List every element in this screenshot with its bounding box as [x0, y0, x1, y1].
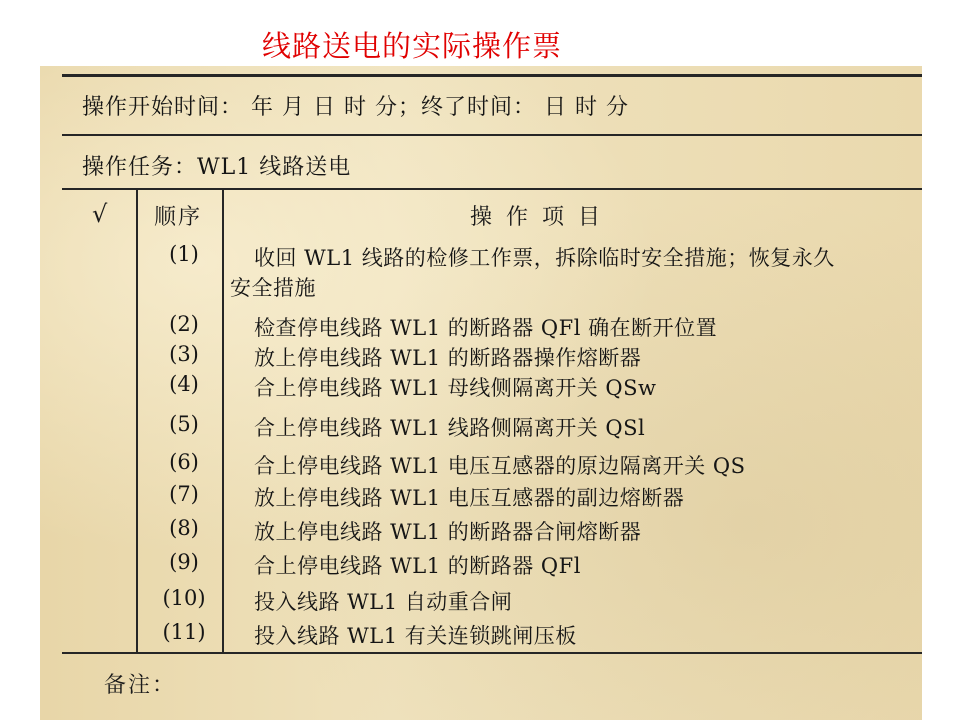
order-column-header: 顺序 — [154, 205, 203, 230]
start-end-time-line: 操作开始时间： 年 月 日 时 分；终了时间： 日 时 分 — [82, 95, 629, 120]
step-text-continuation: 安全措施 — [230, 276, 316, 300]
header-rule — [62, 134, 922, 136]
step-text: 检查停电线路 WL1 的断路器 QFl 确在断开位置 — [254, 316, 718, 340]
step-text: 放上停电线路 WL1 的断路器操作熔断器 — [254, 346, 642, 370]
remarks-label: 备注： — [104, 673, 177, 698]
step-number: (8) — [169, 516, 199, 540]
step-number: (4) — [169, 372, 199, 396]
step-number: (5) — [169, 412, 199, 436]
step-number: (7) — [169, 482, 199, 506]
step-text: 放上停电线路 WL1 的断路器合闸熔断器 — [254, 520, 642, 544]
step-text: 投入线路 WL1 自动重合闸 — [254, 590, 513, 614]
slide-title: 线路送电的实际操作票 — [262, 29, 563, 63]
operation-task-line: 操作任务：WL1 线路送电 — [82, 155, 352, 180]
item-column-header: 操作项目 — [470, 205, 615, 230]
step-text: 收回 WL1 线路的检修工作票，拆除临时安全措施；恢复永久 — [254, 246, 835, 270]
top-rule — [62, 74, 922, 77]
operation-ticket-scan — [40, 66, 922, 720]
task-rule — [62, 188, 922, 190]
table-bottom-rule — [62, 652, 922, 654]
step-number: (2) — [169, 312, 199, 336]
step-number: (10) — [162, 586, 206, 610]
step-text: 投入线路 WL1 有关连锁跳闸压板 — [254, 624, 577, 648]
step-text: 合上停电线路 WL1 电压互感器的原边隔离开关 QS — [254, 454, 746, 478]
step-number: (3) — [169, 342, 199, 366]
step-number: (1) — [169, 242, 199, 266]
order-column-divider — [222, 188, 224, 652]
step-text: 合上停电线路 WL1 线路侧隔离开关 QSl — [254, 416, 646, 440]
step-number: (9) — [169, 550, 199, 574]
step-text: 合上停电线路 WL1 母线侧隔离开关 QSw — [254, 376, 657, 400]
check-column-divider — [136, 188, 138, 652]
step-text: 放上停电线路 WL1 电压互感器的副边熔断器 — [254, 486, 685, 510]
step-text: 合上停电线路 WL1 的断路器 QFl — [254, 554, 581, 578]
step-number: (6) — [169, 450, 199, 474]
step-number: (11) — [162, 620, 206, 644]
check-column-header: √ — [92, 200, 108, 228]
